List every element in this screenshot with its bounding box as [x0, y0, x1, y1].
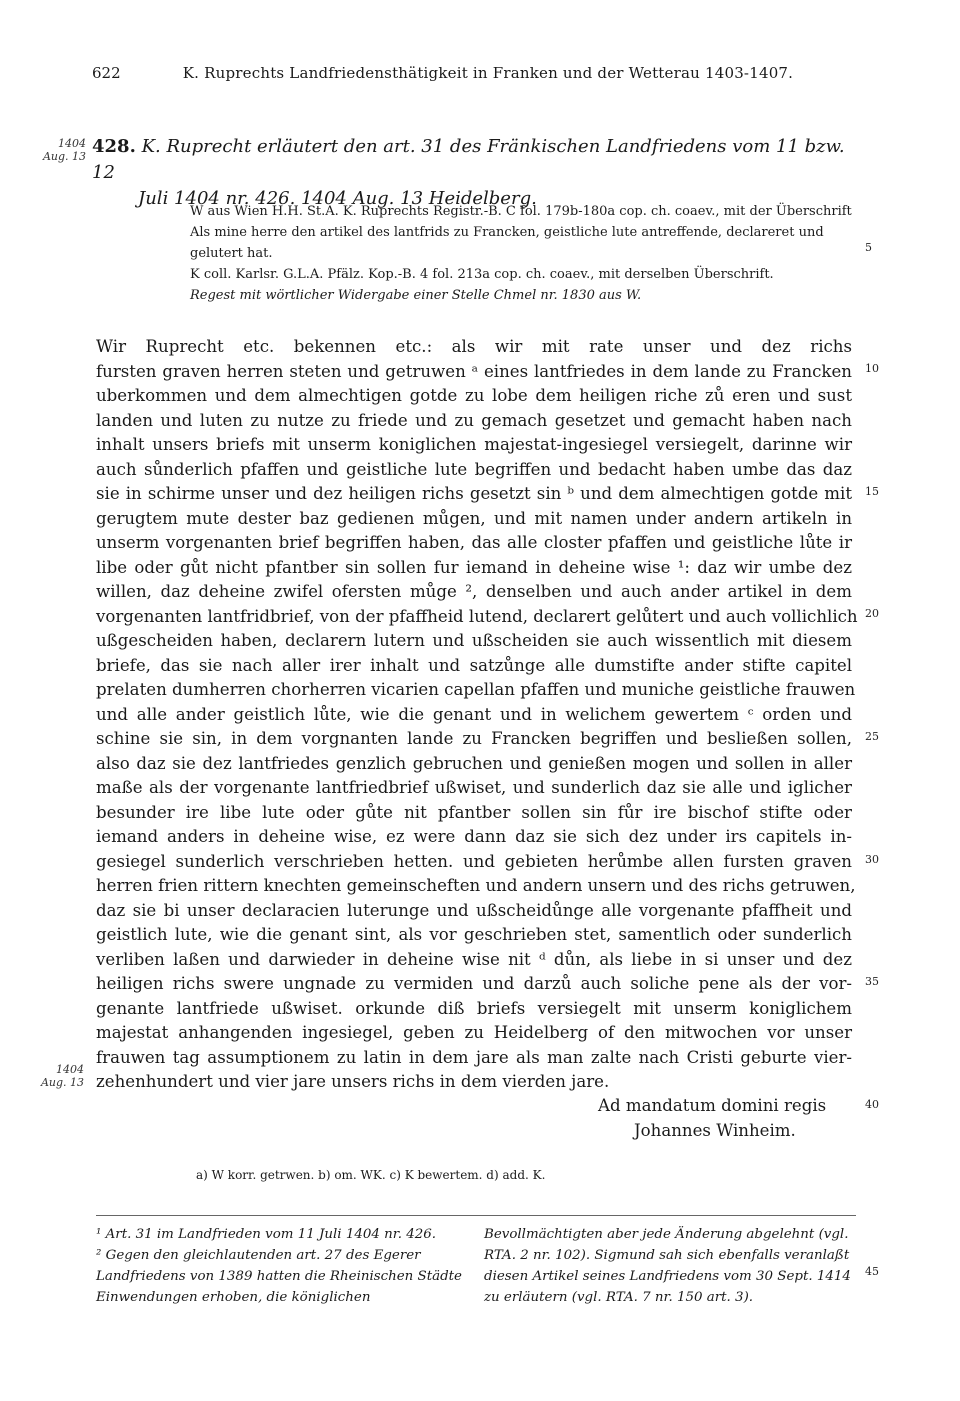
- margin-date-year: 1404: [58, 137, 86, 150]
- margin-date-day: Aug. 13: [40, 1076, 84, 1089]
- body-line: auch sůnderlich pfaffen und geistliche lute begriffen und bedacht haben umbe das daz: [96, 459, 852, 479]
- line-number: 40: [865, 1098, 879, 1111]
- body-line: herren frien rittern knechten gemeinscheften und andern unsern und des richs getruwen,: [96, 876, 856, 895]
- source-regest: Regest mit wörtlicher Widergabe einer Stelle Chmel nr. 1830 aus W.: [190, 288, 642, 303]
- body-line: Wir Ruprecht etc. bekennen etc.: als wir mit rate unser und dez richs: [96, 337, 852, 356]
- body-line: heiligen richs swere ungnade zu vermiden und darzů auch soliche pene als der vor-: [96, 974, 852, 993]
- margin-date-top: [42, 137, 86, 163]
- body-line: schine sie sin, in dem vorgnanten lande zu Francken begriffen und besließen sollen,: [96, 729, 852, 748]
- body-line: iemand anders in deheine wise, ez were dann daz sie sich dez under irs capitels in-: [96, 827, 852, 846]
- body-line: vorgenanten lantfridbrief, von der pfaffheid lutend, declarert gelůtert und auch vollichlich: [96, 606, 858, 626]
- body-line: zehenhundert und vier jare unsers richs in dem vierden jare.: [96, 1072, 610, 1091]
- margin-date-year: 1404: [56, 1063, 84, 1076]
- page-number: 622: [92, 64, 121, 82]
- line-number: 10: [865, 362, 879, 375]
- line-number: 5: [865, 241, 872, 254]
- line-number: 45: [865, 1265, 879, 1278]
- footnote-1: ¹ Art. 31 im Landfrieden vom 11 Juli 1404 nr. 426.: [96, 1227, 437, 1242]
- body-line: daz sie bi unser declaracien luterunge und ußscheidůnge alle vorgenante pfaffheit und: [96, 900, 852, 920]
- document-body: [96, 335, 858, 1095]
- body-line: genante lantfriede ußwiset. orkunde diß briefs versiegelt mit unserm koniglichem: [96, 998, 852, 1018]
- body-line: uberkommen und dem almechtigen gotde zu lobe dem heiligen riche zů eren und sust: [96, 386, 852, 405]
- source-k: K coll. Karlsr. G.L.A. Pfälz. Kop.-B. 4 fol. 213a cop. ch. coaev., mit derselben Überschrift.: [190, 267, 774, 282]
- margin-date-day: Aug. 13: [42, 150, 86, 163]
- document-number: 428.: [92, 136, 136, 157]
- running-title: K. Ruprechts Landfriedensthätigkeit in Franken und der Wetterau 1403-1407.: [182, 64, 794, 82]
- body-line: unserm vorgenanten brief begriffen haben, das alle closter pfaffen und geistliche lůte ir: [96, 533, 852, 552]
- body-line: gesiegel sunderlich verschrieben hetten. und gebieten herůmbe allen fursten graven: [96, 851, 852, 871]
- body-line: fursten graven herren steten und getruwen ᵃ eines lantfriedes in dem lande zu Francken: [96, 361, 852, 381]
- closing-line-1: Ad mandatum domini regis: [598, 1096, 827, 1115]
- body-line: briefe, das sie nach aller irer inhalt und satzůnge alle dumstifte ander stifte capitel: [96, 655, 852, 675]
- body-line: inhalt unsers briefs mit unserm koniglichen majestat-ingesiegel versiegelt, darinne wir: [96, 435, 852, 454]
- body-line: frauwen tag assumptionem zu latin in dem jare als man zalte nach Cristi geburte vier-: [96, 1047, 852, 1067]
- critical-apparatus: a) W korr. getrwen. b) om. WK. c) K bewertem. d) add. K.: [196, 1168, 546, 1182]
- body-line: verliben laßen und darwieder in deheine wise nit ᵈ důn, als liebe in si unser und dez: [96, 949, 852, 969]
- running-header: [92, 64, 832, 82]
- footnotes-right: [484, 1224, 854, 1308]
- body-line: geistlich lute, wie die genant sint, als vor geschrieben stet, samentlich oder sunderlich: [96, 925, 852, 944]
- body-line: willen, daz deheine zwifel ofersten můge ², denselben und auch ander artikel in dem: [96, 582, 852, 601]
- closing-formula: [598, 1094, 826, 1143]
- title-line-2: Juli 1404 nr. 426. 1404 Aug. 13 Heidelberg.: [138, 188, 537, 209]
- body-line: ußgescheiden haben, declarern lutern und ußscheiden sie auch wissentlich mit diesem: [96, 631, 852, 650]
- body-line: maße als der vorgenante lantfriedbrief ußwiset, und sunderlich daz sie alle und iglicher: [96, 778, 852, 797]
- body-line: und alle ander geistlich lůte, wie die genant und in welichem gewertem ᶜ orden und: [96, 704, 852, 724]
- line-number: 25: [865, 730, 879, 743]
- body-line: prelaten dumherren chorherren vicarien capellan pfaffen und muniche geistliche frauwen: [96, 680, 856, 699]
- closing-signature: Johannes Winheim.: [634, 1120, 796, 1140]
- body-line: majestat anhangenden ingesiegel, geben zu Heidelberg of den mitwochen vor unser: [96, 1023, 852, 1042]
- line-number: 35: [865, 975, 879, 988]
- line-number: 15: [865, 485, 879, 498]
- margin-date-bottom: [40, 1063, 84, 1089]
- body-line: besunder ire libe lute oder gůte nit pfantber sollen sin fůr ire bischof stifte oder: [96, 802, 852, 822]
- body-line: sie in schirme unser und dez heiligen richs gesetzt sin ᵇ und dem almechtigen gotde mit: [96, 484, 852, 503]
- footnote-2: ² Gegen den gleichlautenden art. 27 des Egerer Landfriedens von 1389 hatten die Rheinischen Städte Einwendungen erhoben, die königlichen: [96, 1248, 462, 1305]
- footnotes-left: [96, 1224, 462, 1308]
- body-line: also daz sie dez lantfriedes genzlich gebruchen und genießen mogen und sollen in aller: [96, 753, 852, 773]
- body-line: landen und luten zu nutze zu friede und zu gemach gesetzet und gemacht haben nach: [96, 410, 852, 430]
- body-line: libe oder gůt nicht pfantber sin sollen fur iemand in deheine wise ¹: daz wir umbe dez: [96, 557, 852, 577]
- body-line: gerugtem mute dester baz gedienen můgen, und mit namen under andern artikeln in: [96, 508, 852, 528]
- line-number: 20: [865, 607, 879, 620]
- title-line-1: K. Ruprecht erläutert den art. 31 des Fränkischen Landfriedens vom 11 bzw. 12: [92, 136, 845, 183]
- footnote-divider: [96, 1215, 856, 1216]
- footnote-2-continued: Bevollmächtigten aber jede Änderung abgelehnt (vgl. RTA. 2 nr. 102). Sigmund sah sich ebenfalls veranlaßt diesen Artikel seines Landfriedens vom 30 Sept. 1414 zu erläutern (vgl. RTA. 7 nr. 150 art. 3).: [484, 1227, 851, 1305]
- source-w: W aus Wien H.H. St.A. K. Ruprechts Registr.-B. C fol. 179b-180a cop. ch. coaev., mit der Überschrift Als mine herre den artikel des lantfrids zu Francken, geistliche lute antreffende, declareret und gelutert hat.: [190, 204, 852, 261]
- line-number: 30: [865, 853, 879, 866]
- source-notes: [190, 201, 852, 306]
